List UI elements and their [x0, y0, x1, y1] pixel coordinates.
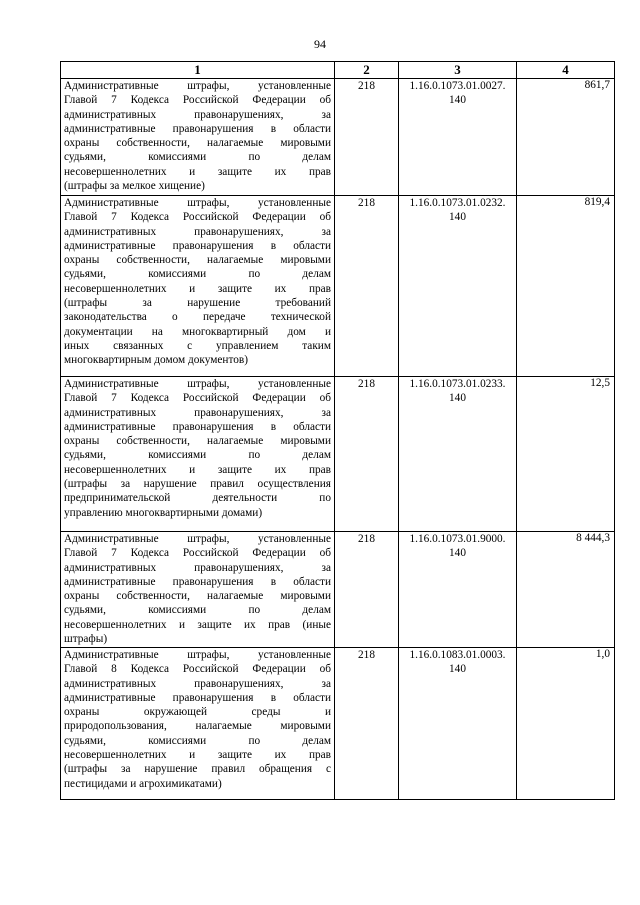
- description-line: административные правонарушения в области: [64, 691, 331, 704]
- kbk-cell: [399, 79, 517, 196]
- description-cell: [61, 377, 335, 532]
- amount-value: 8 444,3: [576, 532, 610, 544]
- table-row: [61, 196, 615, 377]
- admin-code: 218: [358, 533, 375, 545]
- description-line: несовершеннолетних и защите их прав: [64, 749, 331, 762]
- description-line: несовершеннолетних и защите их прав: [64, 463, 331, 476]
- description-line: несовершеннолетних и защите их прав: [64, 282, 331, 295]
- kbk-code: 1.16.0.1083.01.0003.: [409, 649, 506, 661]
- description-line: Административные штрафы, установленные: [64, 649, 331, 661]
- description-line: Административные штрафы, установленные: [64, 197, 331, 209]
- table-row: [61, 648, 615, 800]
- description-cell: [61, 79, 335, 196]
- code-cell: [335, 532, 399, 648]
- amount-value: 12,5: [590, 377, 610, 389]
- description-line: документации на многоквартирный дом и: [64, 325, 331, 338]
- header-row: [61, 62, 615, 79]
- description-line: Главой 7 Кодекса Российской Федерации об: [64, 211, 331, 224]
- description-line: пестицидами и агрохимикатами): [64, 777, 222, 790]
- description-line: многоквартирным домом документов): [64, 354, 248, 367]
- description-line: административные правонарушения в области: [64, 420, 331, 433]
- description-line: штрафы): [64, 633, 108, 646]
- code-cell: [335, 79, 399, 196]
- description-line: охраны собственности, налагаемые мировыми: [64, 137, 331, 150]
- description-line: судьями, комиссиями по делам: [64, 151, 331, 164]
- amount-cell: [517, 377, 615, 532]
- code-cell: [335, 377, 399, 532]
- amount-cell: [517, 532, 615, 648]
- description-line: Административные штрафы, установленные: [64, 378, 331, 390]
- admin-code: 218: [358, 649, 375, 661]
- kbk-code-suffix: 140: [449, 663, 466, 676]
- description-cell: [61, 532, 335, 648]
- table-row: [61, 377, 615, 532]
- amount-value: 861,7: [584, 79, 610, 91]
- column-header-4: 4: [517, 62, 615, 79]
- description-line: судьями, комиссиями по делам: [64, 449, 331, 462]
- description-line: административные правонарушения в области: [64, 239, 331, 252]
- description-line: охраны собственности, налагаемые мировыми: [64, 254, 331, 267]
- description-line: административных правонарушениях, за: [64, 108, 331, 121]
- description-line: (штрафы за нарушение требований: [64, 297, 331, 310]
- description-line: (штрафы за нарушение правил осуществления: [64, 478, 331, 491]
- description-line: Главой 7 Кодекса Российской Федерации об: [64, 392, 331, 405]
- kbk-cell: [399, 648, 517, 800]
- amount-cell: [517, 79, 615, 196]
- kbk-cell: [399, 196, 517, 377]
- description-line: Административные штрафы, установленные: [64, 533, 331, 545]
- kbk-code-suffix: 140: [449, 94, 466, 107]
- description-line: (штрафы за нарушение правил обращения с: [64, 763, 331, 776]
- kbk-code: 1.16.0.1073.01.0232.: [409, 197, 506, 209]
- description-cell: [61, 196, 335, 377]
- description-line: несовершеннолетних и защите их прав (иные: [64, 618, 331, 631]
- description-line: Главой 7 Кодекса Российской Федерации об: [64, 94, 331, 107]
- kbk-code-suffix: 140: [449, 547, 466, 560]
- description-line: законодательства о передаче технической: [64, 311, 331, 324]
- description-cell: [61, 648, 335, 800]
- amount-value: 819,4: [584, 196, 610, 208]
- description-line: охраны собственности, налагаемые мировыми: [64, 590, 331, 603]
- kbk-code: 1.16.0.1073.01.0233.: [409, 378, 506, 390]
- kbk-code-suffix: 140: [449, 211, 466, 224]
- amount-value: 1,0: [595, 648, 610, 660]
- description-line: (штрафы за мелкое хищение): [64, 180, 205, 193]
- description-line: административные правонарушения в области: [64, 575, 331, 588]
- description-line: несовершеннолетних и защите их прав: [64, 165, 331, 178]
- admin-code: 218: [358, 197, 375, 209]
- admin-code: 218: [358, 378, 375, 390]
- amount-cell: [517, 648, 615, 800]
- description-line: административных правонарушениях, за: [64, 677, 331, 690]
- table-row: [61, 79, 615, 196]
- table-row: [61, 532, 615, 648]
- description-line: судьями, комиссиями по делам: [64, 268, 331, 281]
- column-header-3: 3: [399, 62, 517, 79]
- kbk-code: 1.16.0.1073.01.0027.: [409, 80, 506, 92]
- code-cell: [335, 196, 399, 377]
- admin-code: 218: [358, 80, 375, 92]
- description-line: Главой 8 Кодекса Российской Федерации об: [64, 663, 331, 676]
- description-line: Главой 7 Кодекса Российской Федерации об: [64, 547, 331, 560]
- description-line: иных связанных с управлением таким: [64, 339, 331, 352]
- description-line: охраны окружающей среды и: [64, 706, 331, 719]
- description-line: природопользования, налагаемые мировыми: [64, 720, 331, 733]
- revenue-table: [60, 61, 615, 800]
- description-line: административных правонарушениях, за: [64, 225, 331, 238]
- description-line: административных правонарушениях, за: [64, 561, 331, 574]
- kbk-cell: [399, 532, 517, 648]
- column-header-1: 1: [61, 62, 335, 79]
- kbk-code: 1.16.0.1073.01.9000.: [409, 533, 506, 545]
- page-number: 94: [314, 37, 326, 51]
- description-line: административные правонарушения в области: [64, 122, 331, 135]
- description-line: судьями, комиссиями по делам: [64, 604, 331, 617]
- description-line: предпринимательской деятельности по: [64, 492, 331, 505]
- column-header-2: 2: [335, 62, 399, 79]
- description-line: охраны собственности, налагаемые мировыми: [64, 435, 331, 448]
- amount-cell: [517, 196, 615, 377]
- description-line: управлению многоквартирными домами): [64, 506, 263, 519]
- kbk-code-suffix: 140: [449, 392, 466, 405]
- description-line: Административные штрафы, установленные: [64, 80, 331, 92]
- description-line: административных правонарушениях, за: [64, 406, 331, 419]
- kbk-cell: [399, 377, 517, 532]
- code-cell: [335, 648, 399, 800]
- description-line: судьями, комиссиями по делам: [64, 734, 331, 747]
